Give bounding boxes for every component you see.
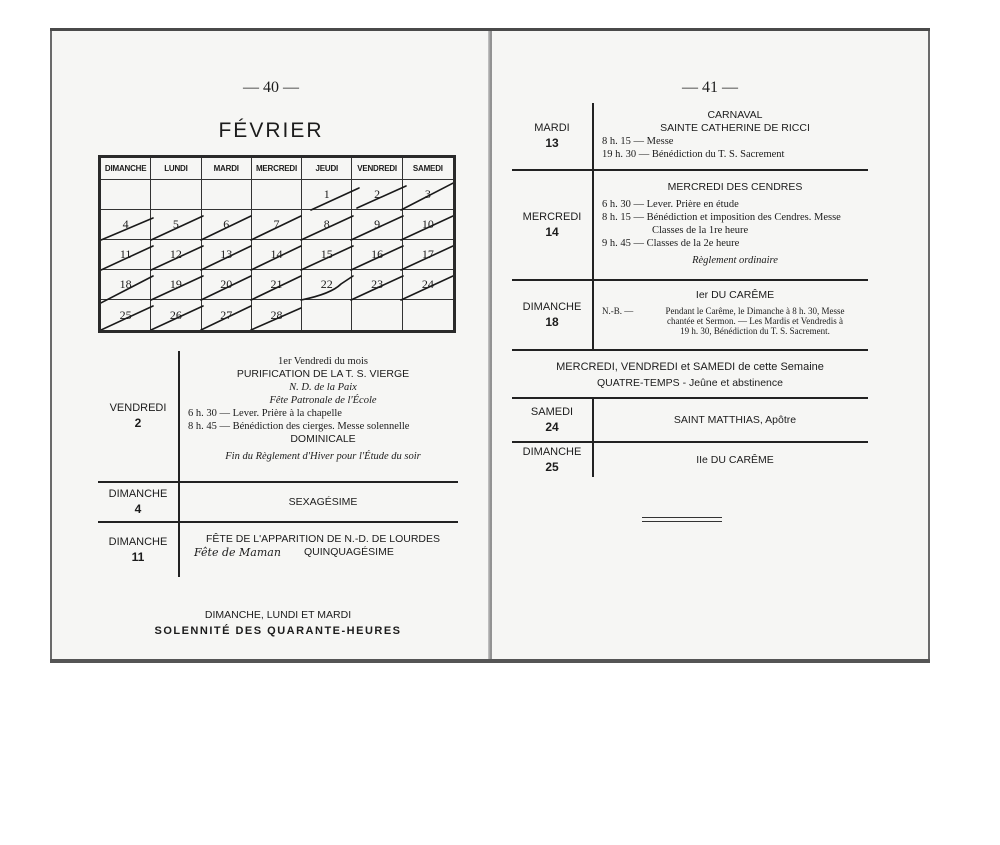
day-name: VENDREDI (109, 402, 167, 414)
calendar-days (101, 180, 453, 330)
day-label (98, 523, 178, 577)
month-title: FÉVRIER (218, 119, 324, 142)
calendar-day-cell: 11 (101, 240, 151, 270)
day-label (98, 483, 178, 521)
entry-line: Règlement ordinaire (692, 255, 778, 266)
calendar-day-cell: 22 (302, 270, 352, 300)
closing-line: DIMANCHE, LUNDI ET MARDI (204, 609, 352, 621)
calendar-day-cell: 23 (352, 270, 402, 300)
entry-line: Ier DU CARÊME (695, 289, 775, 301)
day-number: 18 (545, 315, 559, 329)
calendar-header-cell: LUNDI (151, 158, 201, 180)
handwritten-note: Fête de Maman (194, 546, 281, 559)
day-name: DIMANCHE (522, 446, 582, 458)
entry-line: 8 h. 15 — Messe (602, 136, 674, 147)
day-name: MERCREDI (522, 211, 582, 223)
entry-samedi-24 (512, 399, 868, 441)
entry-line: Fin du Règlement d'Hiver pour l'Étude du soir (225, 451, 421, 462)
calendar-header-cell: MERCREDI (252, 158, 302, 180)
day-name: DIMANCHE (522, 301, 582, 313)
calendar-day-cell (352, 300, 402, 330)
entry-line: PURIFICATION DE LA T. S. VIERGE (236, 368, 410, 380)
day-name: MARDI (534, 122, 570, 134)
calendar-day-cell: 26 (151, 300, 201, 330)
calendar-day-cell: 8 (302, 210, 352, 240)
entry-line: N. D. de la Paix (289, 382, 357, 393)
calendar-day-cell: 5 (151, 210, 201, 240)
right-schedule (512, 103, 868, 477)
banner-line: QUATRE-TEMPS - Jeûne et abstinence (597, 377, 783, 389)
entry-line: FÊTE DE L'APPARITION DE N.-D. DE LOURDES (205, 533, 440, 545)
calendar-day-cell: 14 (252, 240, 302, 270)
entry-line: 1er Vendredi du mois (278, 356, 368, 367)
calendar-day-cell: 2 (352, 180, 402, 210)
entry-line: 8 h. 45 — Bénédiction des cierges. Messe solennelle (188, 421, 410, 432)
entry-content (594, 171, 868, 279)
day-number: 25 (545, 460, 559, 474)
calendar-day-cell: 6 (202, 210, 252, 240)
calendar-day-cell: 1 (302, 180, 352, 210)
entry-line: Classes de la 1re heure (652, 225, 749, 236)
day-label (512, 103, 592, 169)
calendar-day-cell (101, 180, 151, 210)
calendar-day-cell: 12 (151, 240, 201, 270)
entry-line: Fête Patronale de l'École (269, 395, 377, 406)
day-name: DIMANCHE (108, 536, 168, 548)
entry-content: SAINT MATTHIAS, Apôtre (673, 413, 797, 426)
nota-bene-line: Pendant le Carême, le Dimanche à 8 h. 30, Messe (665, 306, 845, 316)
calendar-day-cell: 9 (352, 210, 402, 240)
page-number-left: — 40 — (243, 79, 299, 96)
entry-dimanche-25 (512, 443, 868, 477)
calendar-day-cell: 21 (252, 270, 302, 300)
calendar-header-cell: DIMANCHE (101, 158, 151, 180)
entry-line: 6 h. 30 — Lever. Prière en étude (602, 199, 739, 210)
calendar-day-cell: 24 (403, 270, 453, 300)
day-number: 4 (134, 502, 142, 516)
calendar-day-cell (151, 180, 201, 210)
book-spread (50, 28, 930, 663)
right-page (492, 31, 930, 659)
page-number-right: — 41 — (682, 79, 738, 96)
left-schedule (98, 351, 458, 577)
calendar-day-cell: 7 (252, 210, 302, 240)
calendar-day-cell: 18 (101, 270, 151, 300)
entry-line: 19 h. 30 — Bénédiction du T. S. Sacrement (602, 149, 785, 160)
entry-line-pair (188, 546, 458, 559)
closing-line: SOLENNITÉ DES QUARANTE-HEURES (154, 625, 402, 637)
nota-bene-text (642, 306, 868, 336)
nota-bene-line: 19 h. 30, Bénédiction du T. S. Sacrement. (680, 326, 830, 336)
entry-content (180, 523, 458, 577)
day-name: DIMANCHE (108, 488, 168, 500)
entry-line: SAINTE CATHERINE DE RICCI (660, 122, 810, 134)
day-label (512, 443, 592, 477)
banner-line: MERCREDI, VENDREDI et SAMEDI de cette Semaine (556, 361, 824, 373)
calendar-grid (98, 155, 456, 333)
day-number: 11 (131, 550, 145, 564)
entry-line: CARNAVAL (707, 109, 763, 121)
calendar-day-cell: 25 (101, 300, 151, 330)
entry-dimanche-4 (98, 483, 458, 521)
day-label (512, 399, 592, 441)
day-number: 24 (545, 420, 559, 434)
calendar-header-cell: VENDREDI (352, 158, 402, 180)
day-number: 14 (545, 225, 559, 239)
entry-line: QUINQUAGÉSIME (304, 546, 394, 558)
entry-mardi-13 (512, 103, 868, 169)
calendar-day-cell: 16 (352, 240, 402, 270)
entry-dimanche-18 (512, 281, 868, 349)
calendar-day-cell: 17 (403, 240, 453, 270)
entry-content (594, 103, 868, 169)
calendar-day-cell: 28 (252, 300, 302, 330)
entry-dimanche-11 (98, 523, 458, 577)
calendar-day-cell (403, 300, 453, 330)
entry-vendredi-2 (98, 351, 458, 481)
decorative-double-rule (642, 517, 722, 522)
day-label (512, 171, 592, 279)
calendar-header (101, 158, 453, 180)
calendar-day-cell: 4 (101, 210, 151, 240)
entry-mercredi-14 (512, 171, 868, 279)
entry-content (180, 351, 458, 481)
day-label (512, 281, 592, 349)
entry-content: IIe DU CARÊME (696, 453, 774, 466)
calendar-header-cell: SAMEDI (403, 158, 453, 180)
calendar-day-cell: 15 (302, 240, 352, 270)
quatre-temps-banner (512, 351, 868, 397)
left-page (50, 31, 490, 659)
calendar-day-cell (202, 180, 252, 210)
calendar-header-cell: JEUDI (302, 158, 352, 180)
calendar-day-cell: 27 (202, 300, 252, 330)
entry-content: SEXAGÉSIME (288, 495, 358, 508)
day-name: SAMEDI (530, 406, 574, 418)
entry-line: MERCREDI DES CENDRES (667, 181, 803, 193)
entry-line: 6 h. 30 — Lever. Prière à la chapelle (188, 408, 342, 419)
calendar-day-cell: 10 (403, 210, 453, 240)
calendar-day-cell: 19 (151, 270, 201, 300)
calendar-day-cell: 20 (202, 270, 252, 300)
closing-note (98, 609, 458, 637)
calendar-day-cell: 13 (202, 240, 252, 270)
entry-content (594, 281, 868, 349)
calendar-day-cell (302, 300, 352, 330)
calendar-day-cell: 3 (403, 180, 453, 210)
day-number: 13 (545, 136, 559, 150)
calendar-day-cell (252, 180, 302, 210)
nota-bene (602, 306, 868, 336)
nota-bene-label: N.-B. — (602, 306, 634, 316)
entry-line: 8 h. 15 — Bénédiction et imposition des Cendres. Messe (602, 212, 841, 223)
day-label (98, 351, 178, 481)
calendar-header-cell: MARDI (202, 158, 252, 180)
nota-bene-line: chantée et Sermon. — Les Mardis et Vendredis à (666, 316, 844, 326)
entry-line: 9 h. 45 — Classes de la 2e heure (602, 238, 740, 249)
day-number: 2 (134, 416, 142, 430)
entry-line: DOMINICALE (290, 433, 356, 445)
